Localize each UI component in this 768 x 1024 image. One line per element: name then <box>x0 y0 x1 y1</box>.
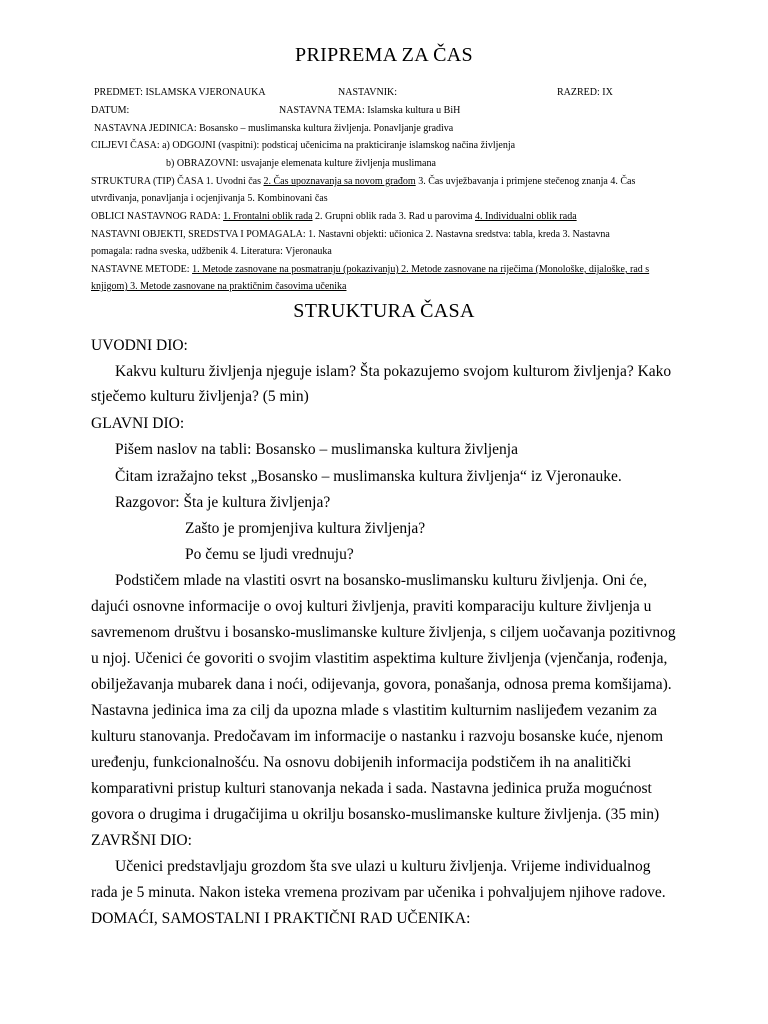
glavni-line-citam: Čitam izražajno tekst „Bosansko – muslimanska kultura življenja“ iz Vjeronauke. <box>115 468 622 485</box>
oblici-label: OBLICI NASTAVNOG RADA: <box>91 211 224 222</box>
metode-label: NASTAVNE METODE: <box>91 264 193 275</box>
glavni-line-pocemu: Po čemu se ljudi vrednuju? <box>185 546 354 563</box>
ciljevi-odgojni: CILJEVI ČASA: a) ODGOJNI (vaspitni): podsticaj učenicima na prakticiranje islamskog načina življenja <box>91 140 516 151</box>
glavni-para-line-6: kulturu stanovanja. Predočavam im informacije o nastanku i razvoju bosanske kuće, njenom <box>91 728 664 745</box>
nastavnik-field: NASTAVNIK: <box>338 87 398 98</box>
uvodni-line2: stječemo kulturu življenja? (5 min) <box>91 388 309 405</box>
metode-line2: knjigom) 3. Metode zasnovane na praktičnim časovima učenika <box>91 281 347 292</box>
glavni-para-line-7: uređenju, funkcionalnošću. Na osnovu dobijenih informacija podstičem ih na analitički <box>91 754 632 771</box>
zavrsni-heading: ZAVRŠNI DIO: <box>91 832 192 849</box>
glavni-heading: GLAVNI DIO: <box>91 415 185 432</box>
glavni-para-line-9: govora o drugima i drugačijima u okrilju bosansko-muslimanske kulture življenja. (35 min) <box>91 806 660 823</box>
struktura-rest: 3. Čas uvježbavanja i primjene stečenog znanja 4. Čas <box>415 176 636 187</box>
glavni-para-line-0: Podstičem mlade na vlastiti osvrt na bosansko-muslimansku kulturu življenja. Oni će, <box>115 572 648 589</box>
metode-selected: 1. Metode zasnovane na posmatranju (pokazivanju) 2. Metode zasnovane na riječima (Monološke, dijaloške, rad s <box>192 264 650 275</box>
nastavna-tema-field: NASTAVNA TEMA: Islamska kultura u BiH <box>279 105 461 116</box>
zavrsni-line2: rada je 5 minuta. Nakon isteka vremena prozivam par učenika i pohvaljujem njihove radove. <box>91 884 666 901</box>
glavni-para-line-4: obilježavanja mubarek dana i noći, odijevanja, govora, ponašanja, odnosa prema komšijama). <box>91 676 672 693</box>
struktura-tip-line1 <box>91 176 635 188</box>
oblici-selected-2: 4. Individualni oblik rada <box>474 211 577 222</box>
oblici-rada <box>91 211 577 223</box>
glavni-para-line-2: savremenom društvu i bosansko-muslimanske kulture življenja, s ciljem uočavanja pozitivnog <box>91 624 676 641</box>
oblici-text: 2. Grupni oblik rada 3. Rad u parovima <box>312 211 475 222</box>
struktura-selected: 2. Čas upoznavanja sa novom građom <box>263 176 416 187</box>
razred-field: RAZRED: IX <box>557 87 613 98</box>
metode-line1 <box>91 264 649 276</box>
objekti-line1: NASTAVNI OBJEKTI, SREDSTVA I POMAGALA: 1. Nastavni objekti: učionica 2. Nastavna sredstva: tabla, kreda 3. Nastavna <box>91 229 610 240</box>
glavni-line-naslov: Pišem naslov na tabli: Bosansko – muslimanska kultura življenja <box>115 441 518 458</box>
ciljevi-obrazovni: b) OBRAZOVNI: usvajanje elemenata kulture življenja muslimana <box>166 158 436 169</box>
oblici-selected-1: 1. Frontalni oblik rada <box>223 211 313 222</box>
datum-field: DATUM: <box>91 105 130 116</box>
glavni-para-line-8: komparativni pristup kulturi stanovanja nekada i sada. Nastavna jedinica pruža mogućnost <box>91 780 652 797</box>
glavni-para-line-5: Nastavna jedinica ima za cilj da upozna mlade s vlastitim kulturnim naslijeđem vezanim za <box>91 702 657 719</box>
zavrsni-line1: Učenici predstavljaju grozdom šta sve ulazi u kulturu življenja. Vrijeme individualnog <box>115 858 651 875</box>
predmet-field: PREDMET: ISLAMSKA VJERONAUKA <box>94 87 266 98</box>
glavni-para-line-1: dajući osnovne informacije o ovoj kulturi življenja, praviti komparaciju kulture življenja u <box>91 598 652 615</box>
glavni-para-line-3: u njoj. Učenici će govoriti o svojim vlastitim aspektima kulture življenja (vjenčanja, rođenja, <box>91 650 668 667</box>
struktura-tip-line2: utvrđivanja, ponavljanja i ocjenjivanja 5. Kombinovani čas <box>91 193 328 204</box>
glavni-line-razgovor: Razgovor: Šta je kultura življenja? <box>115 494 331 511</box>
domaci-heading: DOMAĆI, SAMOSTALNI I PRAKTIČNI RAD UČENIKA: <box>91 910 471 927</box>
uvodni-heading: UVODNI DIO: <box>91 337 188 354</box>
struktura-text: STRUKTURA (TIP) ČASA 1. Uvodni čas <box>91 176 264 187</box>
uvodni-line1: Kakvu kulturu življenja njeguje islam? Šta pokazujemo svojom kulturom življenja? Kako <box>115 363 672 380</box>
glavni-line-zasto: Zašto je promjenjiva kultura življenja? <box>185 520 426 537</box>
page-title: PRIPREMA ZA ČAS <box>295 44 473 66</box>
nastavna-jedinica-field: NASTAVNA JEDINICA: Bosansko – muslimanska kultura življenja. Ponavljanje gradiva <box>94 123 454 134</box>
section-title: STRUKTURA ČASA <box>293 300 475 322</box>
objekti-line2: pomagala: radna sveska, udžbenik 4. Literatura: Vjeronauka <box>91 246 332 257</box>
